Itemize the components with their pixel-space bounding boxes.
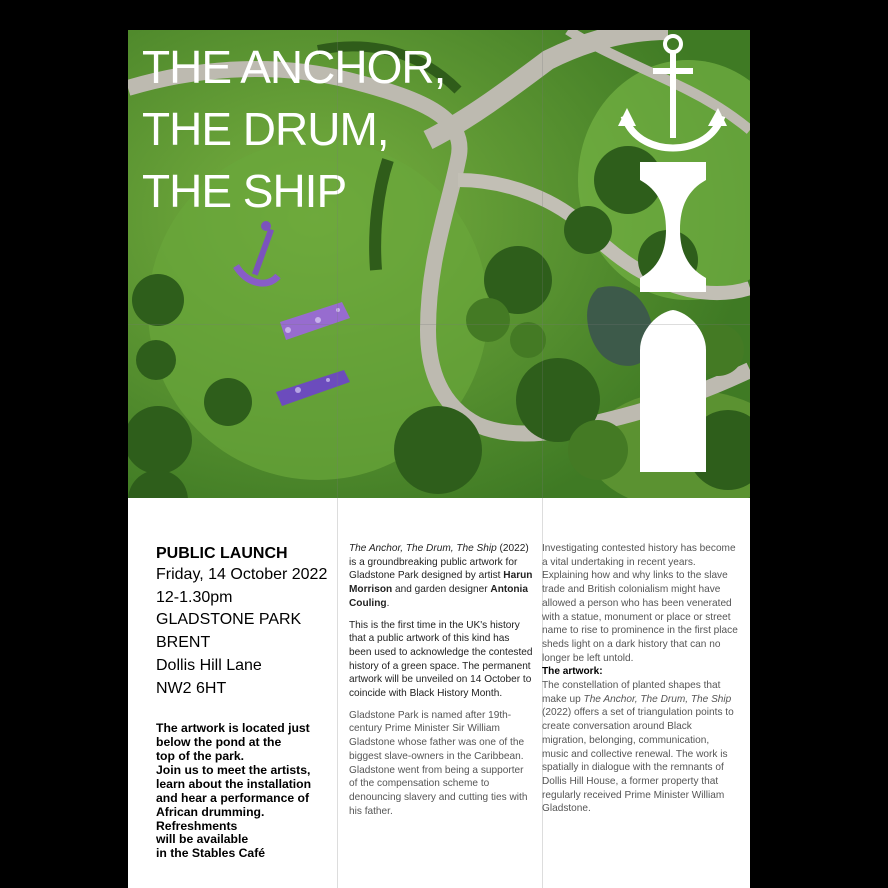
poster: [128, 30, 750, 888]
title-line-1: THE ANCHOR,: [142, 41, 446, 93]
contested-history-paragraph: Investigating contested history has become a vital undertaking in recent years. Explaining how and why links to the slave trade and British colonialism might have allowed a person who has been venerated with a statue, monument or place or street name to rise to prominence in the first place sheds light on a dark history that can no longer be left untold.: [542, 543, 738, 664]
description-column: [349, 542, 534, 826]
launch-info: [156, 544, 346, 861]
title-line-3: THE SHIP: [142, 165, 347, 217]
note-line: The artwork is located just: [156, 721, 310, 736]
history-paragraph: This is the first time in the UK's history that a public artwork of this kind has been used to acknowledge the contested history of a green space. The permanent artwork will be unveiled on 14 October to coincide with Black History Month.: [349, 619, 533, 700]
poster-title: [142, 36, 445, 222]
launch-venue: GLADSTONE PARK: [156, 611, 302, 629]
launch-borough: BRENT: [156, 634, 211, 652]
note-line: and hear a performance of: [156, 790, 310, 805]
title-line-2: THE DRUM,: [142, 103, 389, 155]
anchor-icon: [618, 36, 727, 148]
ship-icon: [640, 310, 706, 472]
launch-time: 12-1.30pm: [156, 588, 233, 606]
artwork-text: The constellation of planted shapes that make up: [542, 680, 721, 705]
note-line: top of the park.: [156, 749, 245, 764]
note-line: learn about the installation: [156, 776, 312, 791]
gladstone-paragraph: Gladstone Park is named after 19th-century Prime Minister Sir William Gladstone whose father was one of the biggest slave-owners in the Caribbean. Gladstone went from being a supporter of the compensation scheme to denouncing slavery and cutting ties with his father.: [349, 709, 528, 817]
designer-name: Antonia Couling: [349, 584, 528, 609]
artist-name: Harun Morrison: [349, 570, 533, 596]
location-note: [156, 722, 346, 861]
launch-heading: PUBLIC LAUNCH: [156, 545, 288, 562]
aerial-photo: [128, 30, 750, 498]
intro-paragraph: [349, 542, 534, 611]
artwork-heading: The artwork:: [542, 666, 603, 678]
intro-text: .: [386, 597, 390, 609]
intro-text: and garden designer: [392, 584, 491, 596]
note-line: in the Stables Café: [156, 846, 266, 861]
artwork-paragraph: [542, 679, 738, 816]
intro-text: (2022) is a groundbreaking public artwork for Gladstone Park designed by artist: [349, 543, 529, 582]
note-line: below the pond at the: [156, 735, 282, 750]
artwork-title: The Anchor, The Drum, The Ship: [583, 693, 732, 705]
note-line: African drumming.: [156, 804, 265, 819]
fold-line: [128, 324, 750, 325]
launch-street: Dollis Hill Lane: [156, 656, 262, 674]
artwork-text: (2022) offers a set of triangulation points to create conversation around Black migration, belonging, communication, music and collective renewal. The work is spatially in dialogue with the remnants of Dollis Hill House, a former property that regularly received Prime Minister William Gladstone.: [542, 707, 734, 815]
note-line: Refreshments: [156, 818, 238, 833]
context-column: [542, 542, 738, 816]
note-line: Join us to meet the artists,: [156, 762, 311, 777]
drum-icon: [640, 162, 706, 292]
launch-postcode: NW2 6HT: [156, 679, 227, 697]
launch-date: Friday, 14 October 2022: [156, 566, 328, 583]
note-line: will be available: [156, 832, 249, 847]
artwork-title: The Anchor, The Drum, The Ship: [349, 543, 497, 554]
